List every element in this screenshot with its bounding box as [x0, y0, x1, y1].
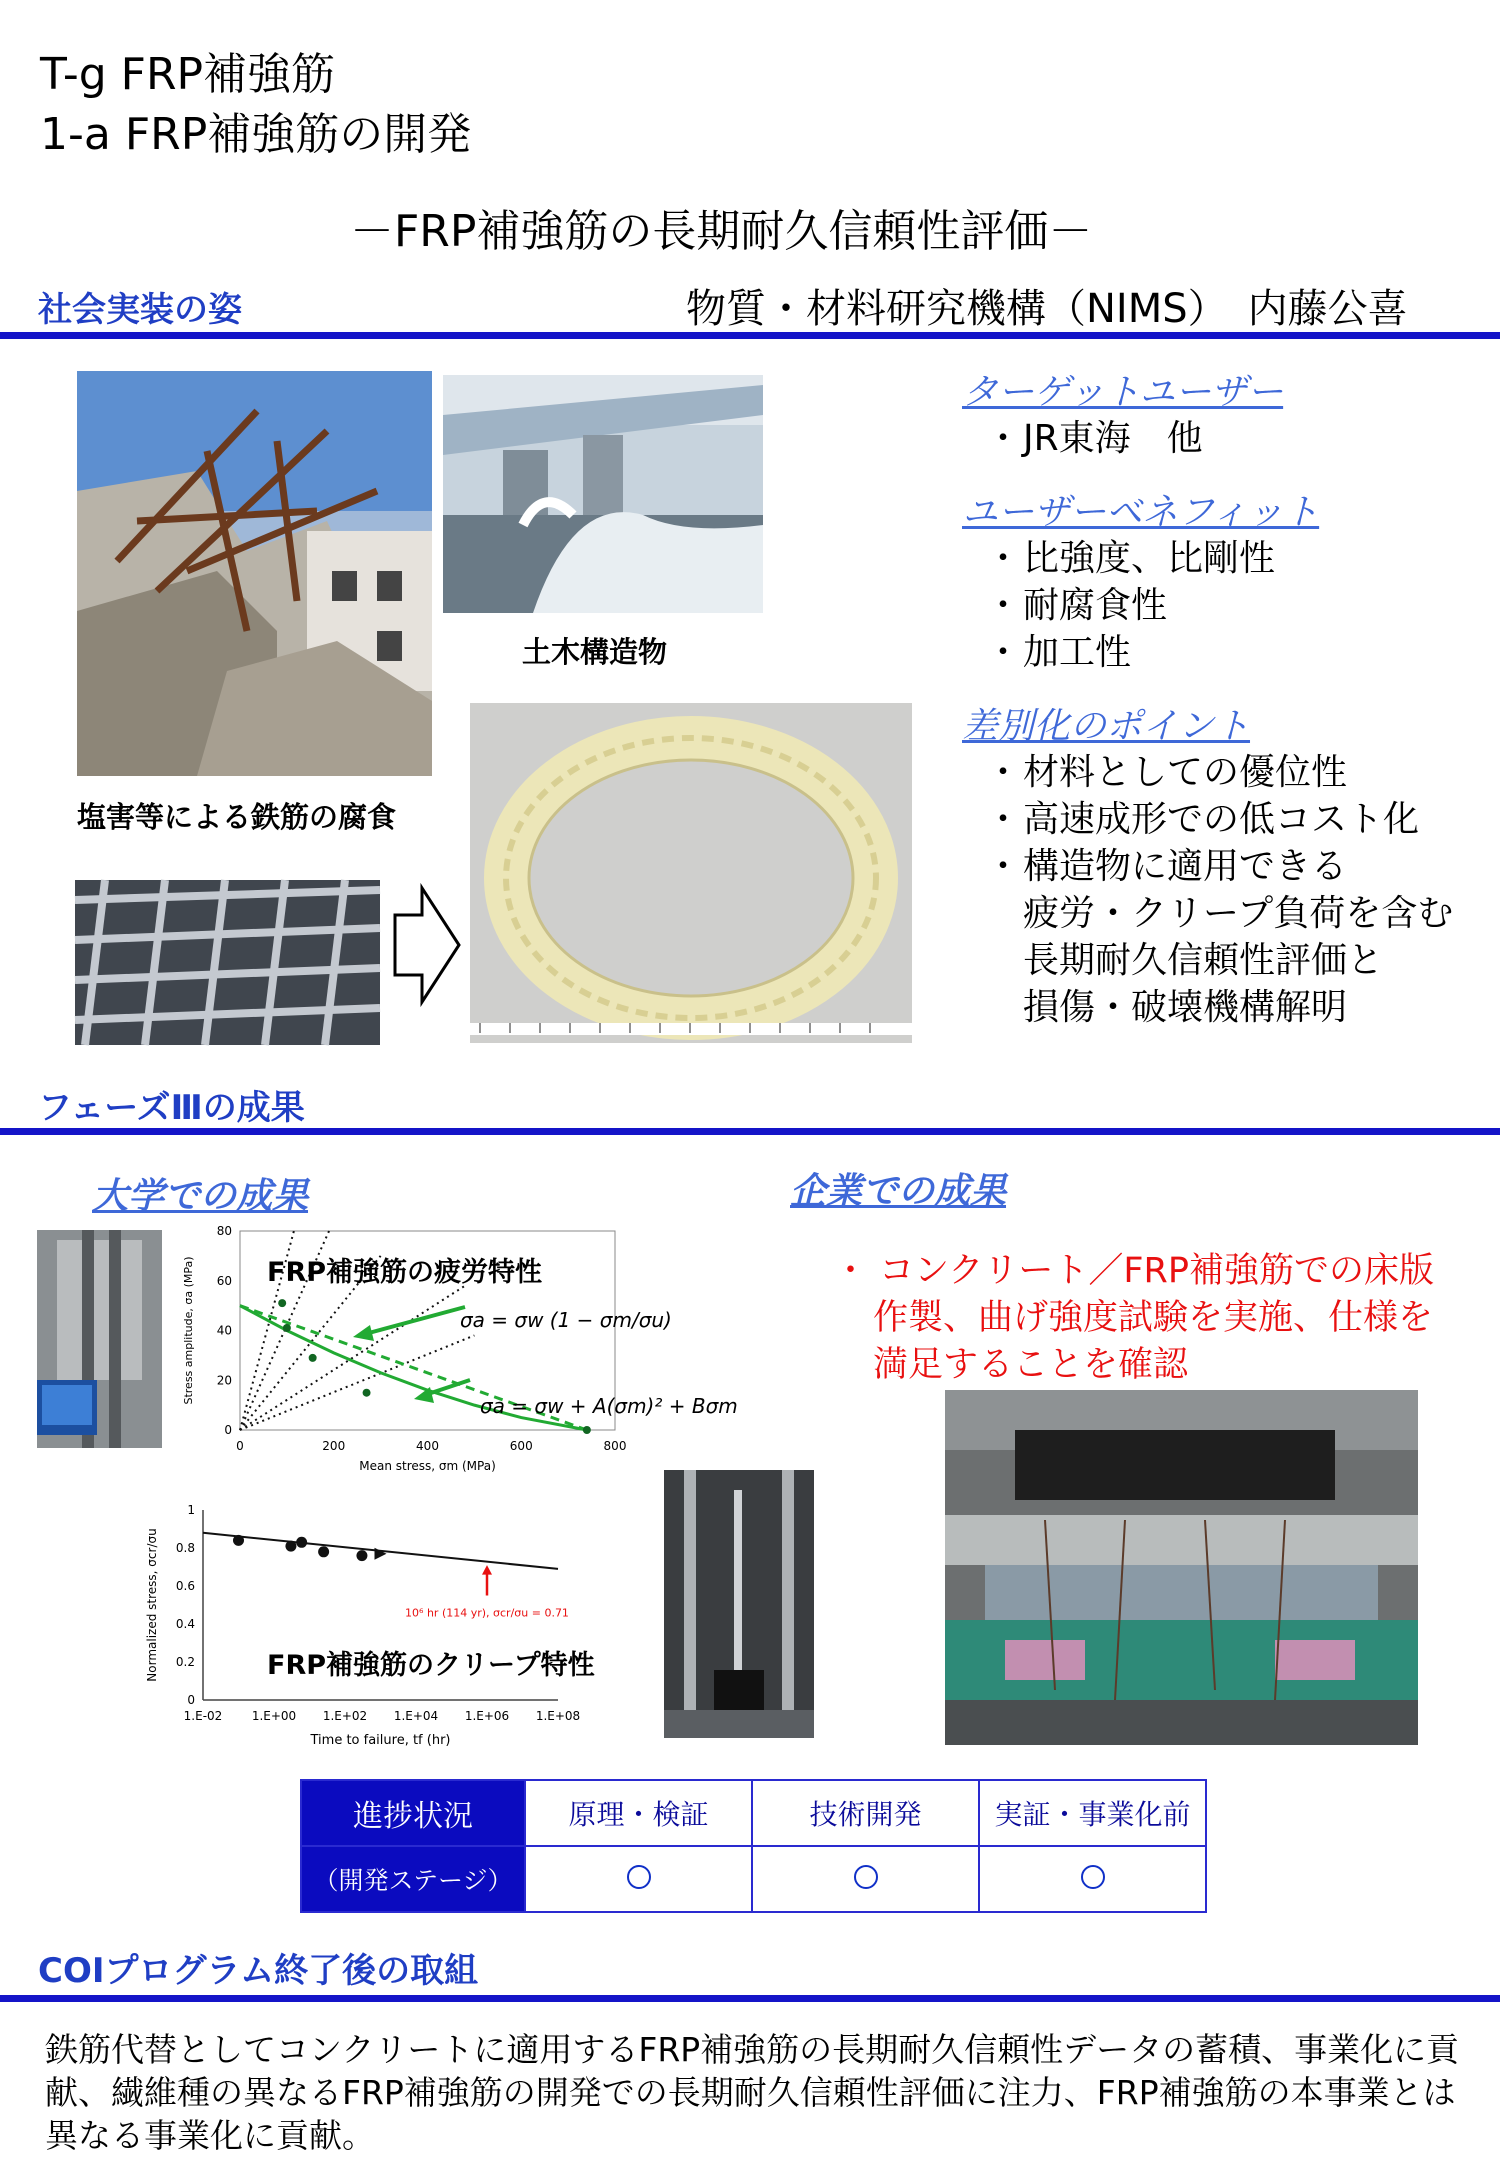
y-tick-label: 0: [187, 1693, 195, 1707]
progress-table: [300, 1779, 1207, 1913]
x-axis-label: Time to failure, tf (hr): [310, 1733, 451, 1748]
corporate-results-heading: 企業での成果: [790, 1171, 1007, 1212]
y-tick-label: 0.4: [175, 1617, 195, 1631]
benefit-item: ・加工性: [985, 632, 1132, 673]
formula-linear: σa = σw (1 − σm/σu): [460, 1308, 672, 1332]
y-tick-label: 0.8: [175, 1541, 195, 1555]
section-rule: [0, 1995, 1500, 2002]
differentiation-item: ・高速成形での低コスト化: [985, 799, 1420, 840]
creep-test-machine-photo: [664, 1470, 814, 1738]
y-tick-label: 60: [216, 1273, 232, 1288]
differentiation-item: ・材料としての優位性: [985, 752, 1348, 793]
user-benefit-heading: ユーザーベネフィット: [962, 492, 1320, 533]
x-tick-label: 800: [603, 1439, 627, 1453]
differentiation-continuation: 疲労・クリープ負荷を含む: [1023, 893, 1454, 934]
section-rule: [0, 1128, 1500, 1135]
caption-corrosion: 塩害等による鉄筋の腐食: [77, 800, 397, 834]
benefit-item: ・比強度、比剛性: [985, 538, 1276, 579]
section-social-implementation: 社会実装の姿: [38, 290, 242, 330]
data-point: [283, 1324, 291, 1332]
frp-coil-photo: [470, 703, 912, 1043]
x-axis-label: Mean stress, σm (MPa): [359, 1459, 496, 1473]
stage-principle-header: 原理・検証: [525, 1780, 752, 1846]
right-arrow-icon: [392, 885, 462, 1005]
rebar-mesh-photo: [75, 880, 380, 1045]
stage-demonstration-header: 実証・事業化前: [979, 1780, 1206, 1846]
stage-development-header: 技術開発: [752, 1780, 979, 1846]
author-line: 物質・材料研究機構（NIMS） 内藤公喜: [686, 286, 1408, 332]
load-ratio-line: [240, 1335, 474, 1430]
x-tick-label: 1.E+06: [464, 1709, 510, 1723]
y-tick-label: 0.2: [175, 1655, 195, 1669]
data-point: [233, 1535, 244, 1546]
fatigue-chart-title: FRP補強筋の疲労特性: [267, 1257, 543, 1288]
x-tick-label: 1.E+04: [393, 1709, 439, 1723]
data-point: [285, 1541, 296, 1552]
target-user-item: ・JR東海 他: [985, 418, 1203, 459]
differentiation-continuation: 長期耐久信頼性評価と: [1023, 940, 1384, 981]
page-subtitle: －FRP補強筋の長期耐久信頼性評価－: [350, 206, 1093, 257]
title-line-1: T-g FRP補強筋: [40, 49, 336, 100]
stage-principle-mark: [525, 1846, 752, 1912]
x-tick-label: 600: [509, 1439, 533, 1453]
corroded-rebar-photo: [77, 371, 432, 776]
y-tick-label: 20: [216, 1373, 232, 1388]
formula-arrow: [425, 1380, 470, 1395]
section-post-coi-efforts: COIプログラム終了後の取組: [38, 1951, 479, 1991]
x-tick-label: 1.E+02: [322, 1709, 368, 1723]
runout-point: [375, 1548, 387, 1560]
formula-quadratic: σa = σw + A(σm)² + Bσm: [480, 1394, 738, 1418]
x-tick-label: 400: [416, 1439, 439, 1453]
circle-mark-icon: [854, 1865, 878, 1889]
fatigue-test-machine-photo: [37, 1230, 162, 1448]
differentiation-item: ・構造物に適用できる: [985, 846, 1348, 887]
data-point: [296, 1537, 307, 1548]
y-tick-label: 0.6: [175, 1579, 195, 1593]
slab-bending-test-photo: [945, 1390, 1418, 1745]
y-tick-label: 40: [216, 1323, 232, 1338]
arrowhead: [353, 1325, 374, 1341]
development-stage-label: （開発ステージ）: [301, 1846, 525, 1912]
data-point: [278, 1299, 286, 1307]
x-tick-label: 0: [236, 1439, 244, 1453]
y-tick-label: 1: [187, 1503, 195, 1517]
y-axis-label: Normalized stress, σcr/σu: [145, 1528, 159, 1682]
creep-chart: [138, 1500, 581, 1775]
differentiation-continuation: 損傷・破壊機構解明: [1023, 987, 1348, 1028]
y-axis-label: Stress amplitude, σa (MPa): [182, 1256, 195, 1405]
data-point: [356, 1550, 367, 1561]
circle-mark-icon: [627, 1865, 651, 1889]
title-line-2: 1-a FRP補強筋の開発: [40, 109, 472, 160]
caption-civil-structure: 土木構造物: [522, 635, 668, 669]
x-tick-label: 1.E+08: [535, 1709, 581, 1723]
data-point: [363, 1389, 371, 1397]
post-coi-description: 鉄筋代替としてコンクリートに適用するFRP補強筋の長期耐久信頼性データの蓄積、事業化に貢献、繊維種の異なるFRP補強筋の開発での長期耐久信頼性評価に注力、FRP補強筋の本事業とは異なる事業化に貢献。: [45, 2030, 1460, 2155]
corporate-result-line: 作製、曲げ強度試験を実施、仕様を: [873, 1298, 1434, 1338]
stage-demonstration-mark: [979, 1846, 1206, 1912]
corporate-result-line: 満足することを確認: [873, 1345, 1189, 1385]
bridge-photo: [443, 375, 763, 613]
data-point: [309, 1354, 317, 1362]
progress-status-header: 進捗状況: [301, 1780, 525, 1846]
data-point: [318, 1546, 329, 1557]
x-tick-label: 1.E-02: [183, 1709, 223, 1723]
x-tick-label: 1.E+00: [251, 1709, 297, 1723]
stage-development-mark: [752, 1846, 979, 1912]
data-point: [583, 1426, 591, 1434]
creep-chart-title: FRP補強筋のクリープ特性: [267, 1650, 595, 1681]
annotation-arrowhead: [482, 1565, 492, 1575]
circle-mark-icon: [1081, 1865, 1105, 1889]
formula-arrow: [365, 1307, 465, 1334]
section-rule: [0, 332, 1500, 339]
x-tick-label: 200: [322, 1439, 346, 1453]
benefit-item: ・耐腐食性: [985, 585, 1168, 626]
y-tick-label: 80: [216, 1224, 232, 1238]
section-phase3-results: フェーズⅢの成果: [38, 1088, 305, 1128]
corporate-result-line: ・ コンクリート／FRP補強筋での床版: [833, 1251, 1434, 1291]
university-results-heading: 大学での成果: [92, 1176, 309, 1217]
y-tick-label: 0: [224, 1423, 232, 1437]
differentiation-heading: 差別化のポイント: [962, 706, 1251, 747]
annotation-label: 10⁶ hr (114 yr), σcr/σu = 0.71: [405, 1606, 569, 1620]
target-user-heading: ターゲットユーザー: [962, 372, 1284, 413]
